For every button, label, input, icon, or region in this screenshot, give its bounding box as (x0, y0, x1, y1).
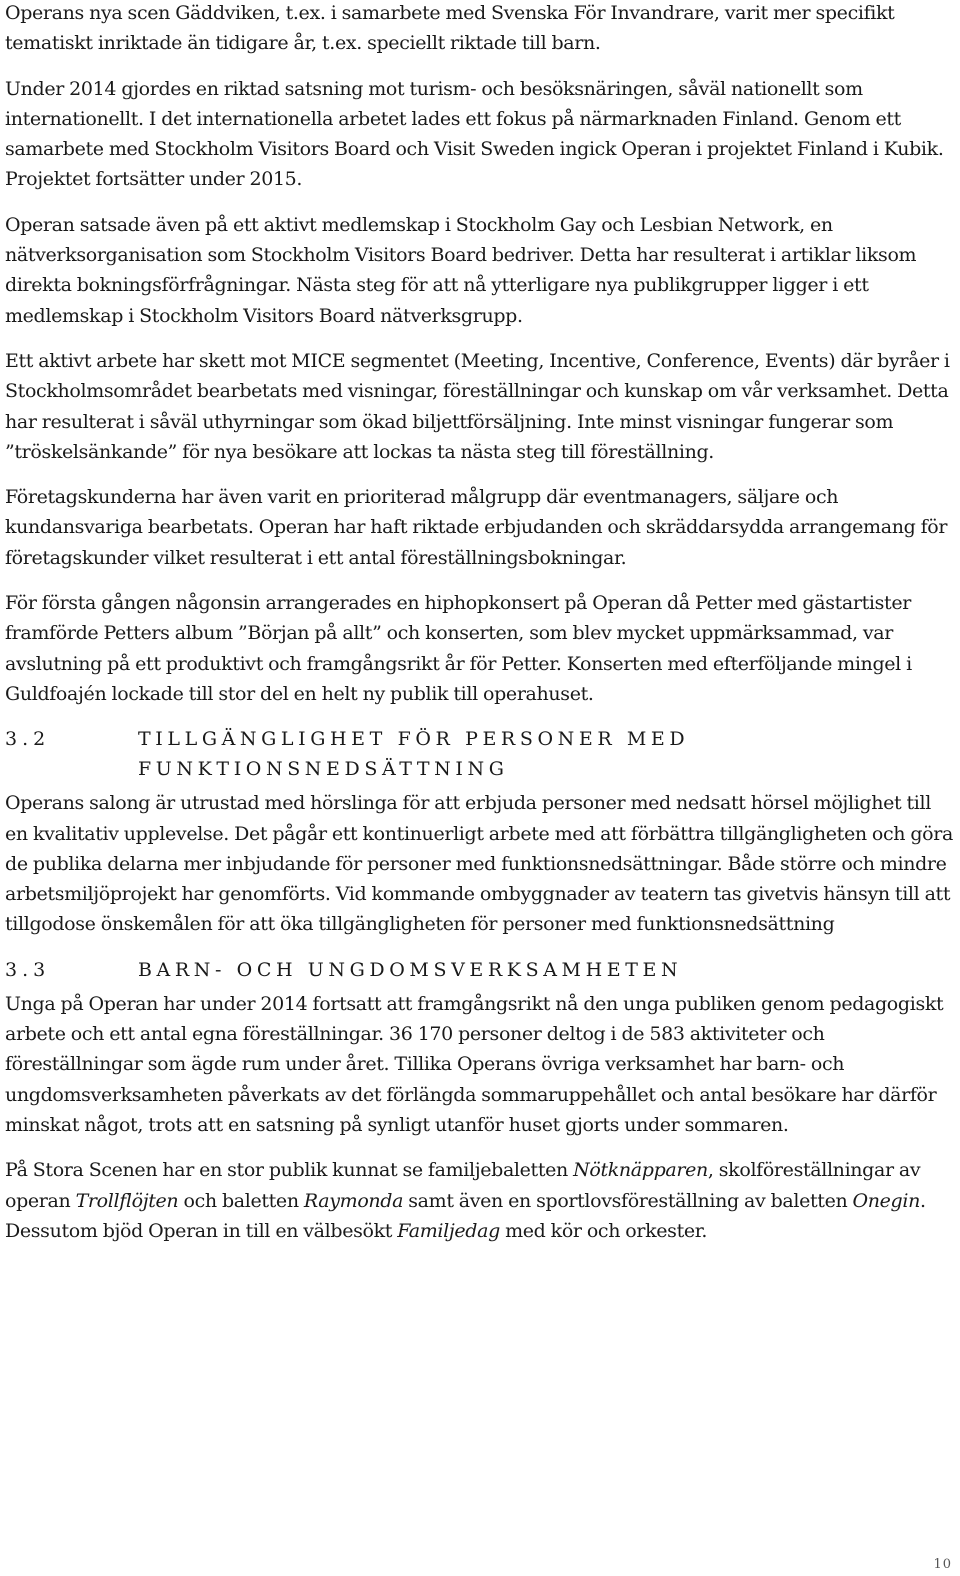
paragraph-accessibility: Operans salong är utrustad med hörslinga för att erbjuda personer med nedsatt hörsel möjlighet till en kvalitativ upplevelse. Det pågår ett kontinuerligt arbete med att förbättra tillgängligheten och göra de publika delarna mer inbjudande för personer med funktionsnedsättningar. Både större och mindre arbetsmiljöprojekt har genomförts. Vid kommande ombyggnader av teatern tas givetvis hänsyn till att tillgodose önskemålen för att öka tillgängligheten för personer med funktionsnedsättning (5, 792, 953, 936)
section-number: 3.3 (5, 958, 51, 981)
paragraph-tourism: Under 2014 gjordes en riktad satsning mot turism- och besöksnäringen, såväl nationellt som internationellt. I det internationella arbetet lades ett fokus på närmarknaden Finland. Genom ett samarbete med Stockholm Visitors Board och Visit Sweden ingick Operan i projektet Finland i Kubik. Projektet fortsätter under 2015. (5, 77, 944, 191)
title-family-day: Familjedag (397, 1219, 500, 1242)
section-number: 3.2 (5, 728, 51, 751)
paragraph-main-stage (5, 1155, 955, 1246)
text-span: På Stora Scenen har en stor publik kunnat se familjebaletten (5, 1159, 574, 1182)
title-magic-flute: Trollflöjten (75, 1189, 179, 1212)
paragraph-hiphop-concert: För första gången någonsin arrangerades en hiphopkonsert på Operan då Petter med gästartister framförde Petters album ”Början på allt” och konserten, som blev mycket uppmärksammad, var avslutning på ett produktivt och framgångsrikt år för Petter. Konserten med efterföljande mingel i Guldfoajén lockade till stor del en helt ny publik till operahuset. (5, 592, 912, 705)
section-title: TILLGÄNGLIGHET FÖR PERSONER MED FUNKTIONSNEDSÄTTNING (138, 728, 690, 781)
paragraph-corporate-customers: Företagskunderna har även varit en prioriterad målgrupp där eventmanagers, säljare och kundansvariga bearbetats. Operan har haft riktade erbjudanden och skräddarsydda arrangemang för företagskunder vilket resulterat i ett antal föreställningsbokningar. (5, 486, 948, 569)
page-number: 10 (933, 1557, 952, 1572)
text-span: , skolföreställningar av operan (5, 1159, 921, 1212)
section-title: BARN- OCH UNGDOMSVERKSAMHETEN (138, 958, 683, 981)
title-raymonda: Raymonda (303, 1189, 404, 1212)
text-span: med kör och orkester. (499, 1219, 708, 1242)
document-page (5, 0, 955, 1261)
section-heading-3-3 (5, 955, 955, 985)
paragraph-young-audience: Unga på Operan har under 2014 fortsatt att framgångsrikt nå den unga publiken genom pedagogiskt arbete och ett antal egna föreställningar. 36 170 personer deltog i de 583 aktiviteter och föreställningar som ägde rum under året. Tillika Operans övriga verksamhet har barn- och ungdomsverksamheten påverkats av det förlängda sommaruppehållet och antal besökare har därför minskat något, trots att en satsning på synligt utanför huset gjorts under sommaren. (5, 992, 944, 1136)
section-heading-3-2 (5, 724, 955, 784)
paragraph-gaddviken: Operans nya scen Gäddviken, t.ex. i samarbete med Svenska För Invandrare, varit mer specifikt tematiskt inriktade än tidigare år, t.ex. speciellt riktade till barn. (5, 2, 895, 55)
text-span: . Dessutom bjöd Operan in till en välbesökt (5, 1189, 926, 1242)
text-span: och baletten (178, 1189, 304, 1212)
title-onegin: Onegin (852, 1189, 920, 1212)
paragraph-gay-lesbian-network: Operan satsade även på ett aktivt medlemskap i Stockholm Gay och Lesbian Network, en nätverksorganisation som Stockholm Visitors Board bedriver. Detta har resulterat i artiklar liksom direkta bokningsförfrågningar. Nästa steg för att nå ytterligare nya publikgrupper ligger i ett medlemskap i Stockholm Visitors Board nätverksgrupp. (5, 213, 917, 327)
text-span: samt även en sportlovsföreställning av baletten (403, 1189, 853, 1212)
paragraph-mice: Ett aktivt arbete har skett mot MICE segmentet (Meeting, Incentive, Conference, Events) där byråer i Stockholmsområdet bearbetats med visningar, föreställningar och kunskap om vår verksamhet. Detta har resulterat i såväl uthyrningar som ökad biljettförsäljning. Inte minst visningar fungerar som ”tröskelsänkande” för nya besökare att lockas ta nästa steg till föreställning. (5, 349, 950, 463)
title-nutcracker: Nötknäpparen (573, 1159, 708, 1182)
